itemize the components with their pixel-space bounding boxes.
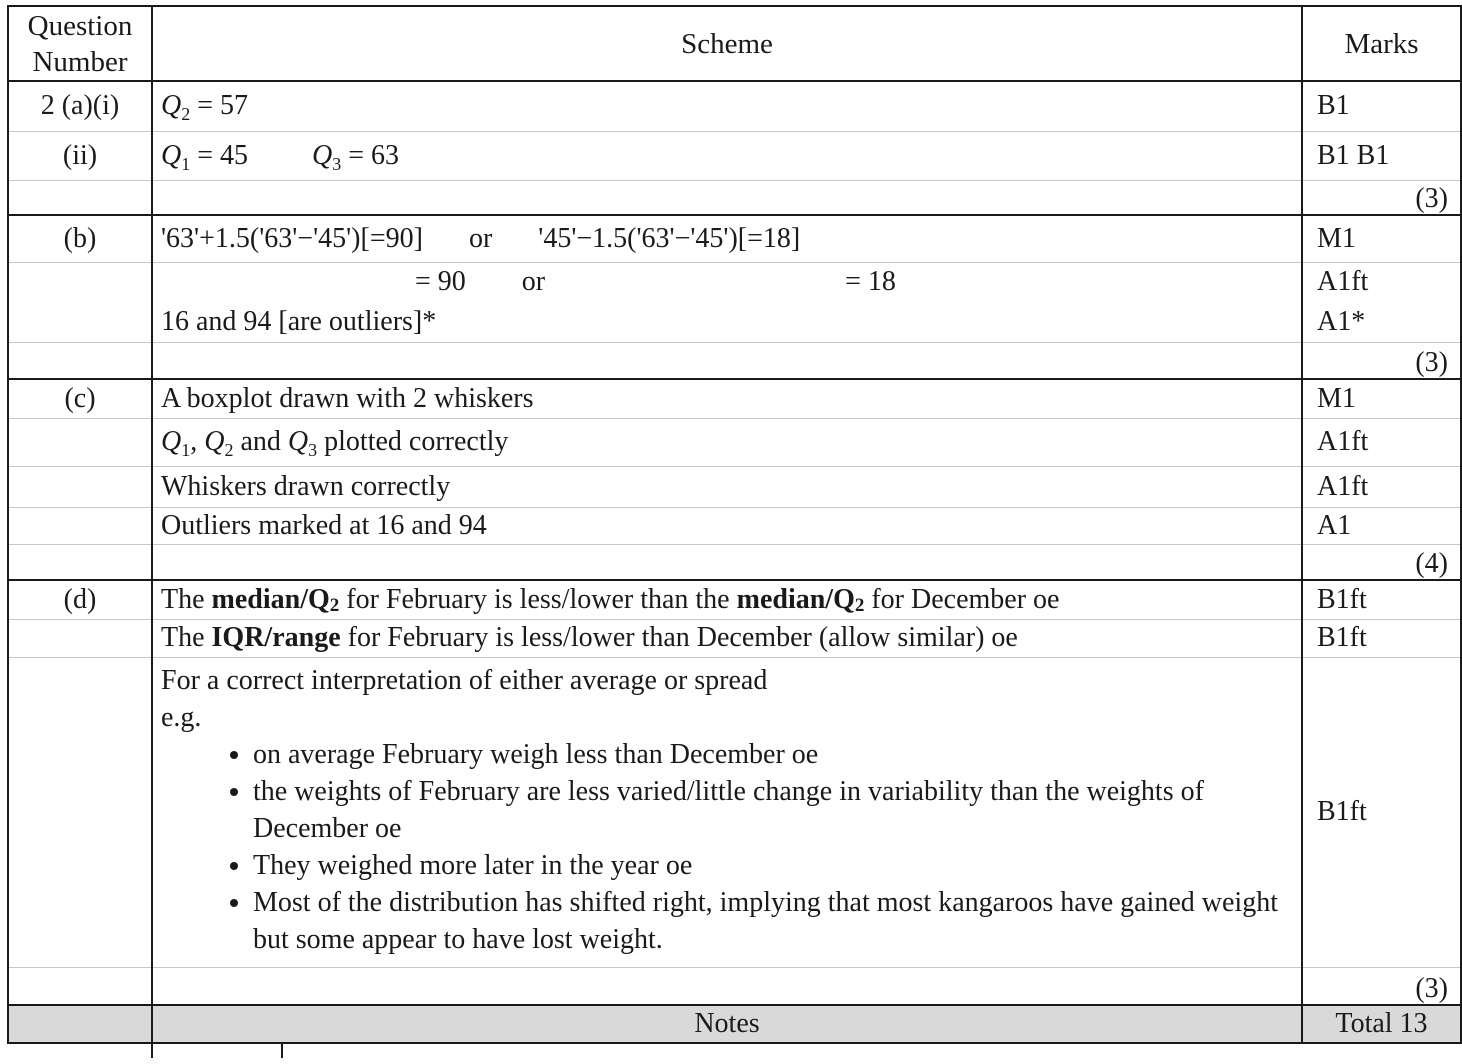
mark-b-2: A1ft xyxy=(1302,262,1461,302)
question-label-b: (b) xyxy=(8,215,152,262)
mark-d-3: B1ft xyxy=(1302,657,1461,967)
mark-b-1: M1 xyxy=(1302,215,1461,262)
table-row xyxy=(8,81,1461,131)
scheme-line-c-1: A boxplot drawn with 2 whiskers xyxy=(152,379,1302,418)
eg-label: e.g. xyxy=(161,701,202,733)
question-label-a-ii: (ii) xyxy=(8,131,152,180)
mark-scheme-table xyxy=(7,5,1462,1058)
scheme-line-c-2: $Q_1$, $Q_2$ and $Q_3$ plotted correctly xyxy=(152,418,1302,466)
table-row xyxy=(8,580,1461,619)
table-row xyxy=(8,466,1461,507)
table-row xyxy=(8,131,1461,180)
table-row xyxy=(8,657,1461,967)
subtotal-a: (3) xyxy=(1302,180,1461,215)
scheme-line-d-2: The IQR/range for February is less/lower than December (allow similar) oe xyxy=(152,619,1302,657)
table-row xyxy=(8,507,1461,544)
subtotal-c: (4) xyxy=(1302,544,1461,580)
table-row xyxy=(8,215,1461,262)
list-item: • They weighed more later in the year oe xyxy=(253,847,1293,884)
mark-d-1: B1ft xyxy=(1302,580,1461,619)
scheme-line-c-3: Whiskers drawn correctly xyxy=(152,466,1302,507)
mark-c-3: A1ft xyxy=(1302,466,1461,507)
subtotal-d: (3) xyxy=(1302,967,1461,1005)
table-row xyxy=(8,379,1461,418)
scheme-line-d-1: The median/$Q_2$ for February is less/lower than the median/$Q_2$ for December oe xyxy=(152,580,1302,619)
interpretation-intro: For a correct interpretation of either average or spread xyxy=(161,664,768,696)
table-row xyxy=(8,619,1461,657)
mark-b-3: A1* xyxy=(1302,302,1461,342)
scheme-line-b-3: 16 and 94 [are outliers]* xyxy=(152,302,1302,342)
subtotal-row xyxy=(8,342,1461,379)
total-marks: Total 13 xyxy=(1302,1005,1461,1043)
table-row xyxy=(8,418,1461,466)
list-item: • on average February weigh less than December oe xyxy=(253,736,1293,773)
subtotal-row xyxy=(8,967,1461,1005)
notes-heading: Notes xyxy=(152,1005,1302,1043)
table-row xyxy=(8,262,1461,302)
scheme-line-b-2: = 90 or = 18 xyxy=(152,262,1302,302)
table-row xyxy=(8,302,1461,342)
cut-off-row xyxy=(8,1043,1461,1058)
header-marks: Marks xyxy=(1302,6,1461,81)
question-label-d: (d) xyxy=(8,580,152,619)
question-label-a-i: 2 (a)(i) xyxy=(8,81,152,131)
header-scheme: Scheme xyxy=(152,6,1302,81)
mark-a-ii: B1 B1 xyxy=(1302,131,1461,180)
header-question-number: Question Number xyxy=(8,6,152,81)
mark-a-i: B1 xyxy=(1302,81,1461,131)
header-row xyxy=(8,6,1461,81)
scheme-line-b-1: '63'+1.5('63'−'45')[=90] or '45'−1.5('63'−'45')[=18] xyxy=(152,215,1302,262)
subtotal-row xyxy=(8,180,1461,215)
mark-d-2: B1ft xyxy=(1302,619,1461,657)
mark-c-2: A1ft xyxy=(1302,418,1461,466)
subtotal-row xyxy=(8,544,1461,580)
example-list xyxy=(213,736,1293,958)
scheme-line-d-3 xyxy=(152,657,1302,967)
mark-c-1: M1 xyxy=(1302,379,1461,418)
subtotal-b: (3) xyxy=(1302,342,1461,379)
list-item: • the weights of February are less varied/little change in variability than the weights of December oe xyxy=(253,773,1293,847)
list-item: • Most of the distribution has shifted right, implying that most kangaroos have gained weight but some appear to have lost weight. xyxy=(253,884,1293,958)
mark-c-4: A1 xyxy=(1302,507,1461,544)
scheme-line-a-ii: $Q_1 = 45$ $Q_3 = 63$ xyxy=(152,131,1302,180)
scheme-line-c-4: Outliers marked at 16 and 94 xyxy=(152,507,1302,544)
question-label-c: (c) xyxy=(8,379,152,418)
scheme-line-a-i: $Q_2 = 57$ xyxy=(152,81,1302,131)
notes-row xyxy=(8,1005,1461,1043)
